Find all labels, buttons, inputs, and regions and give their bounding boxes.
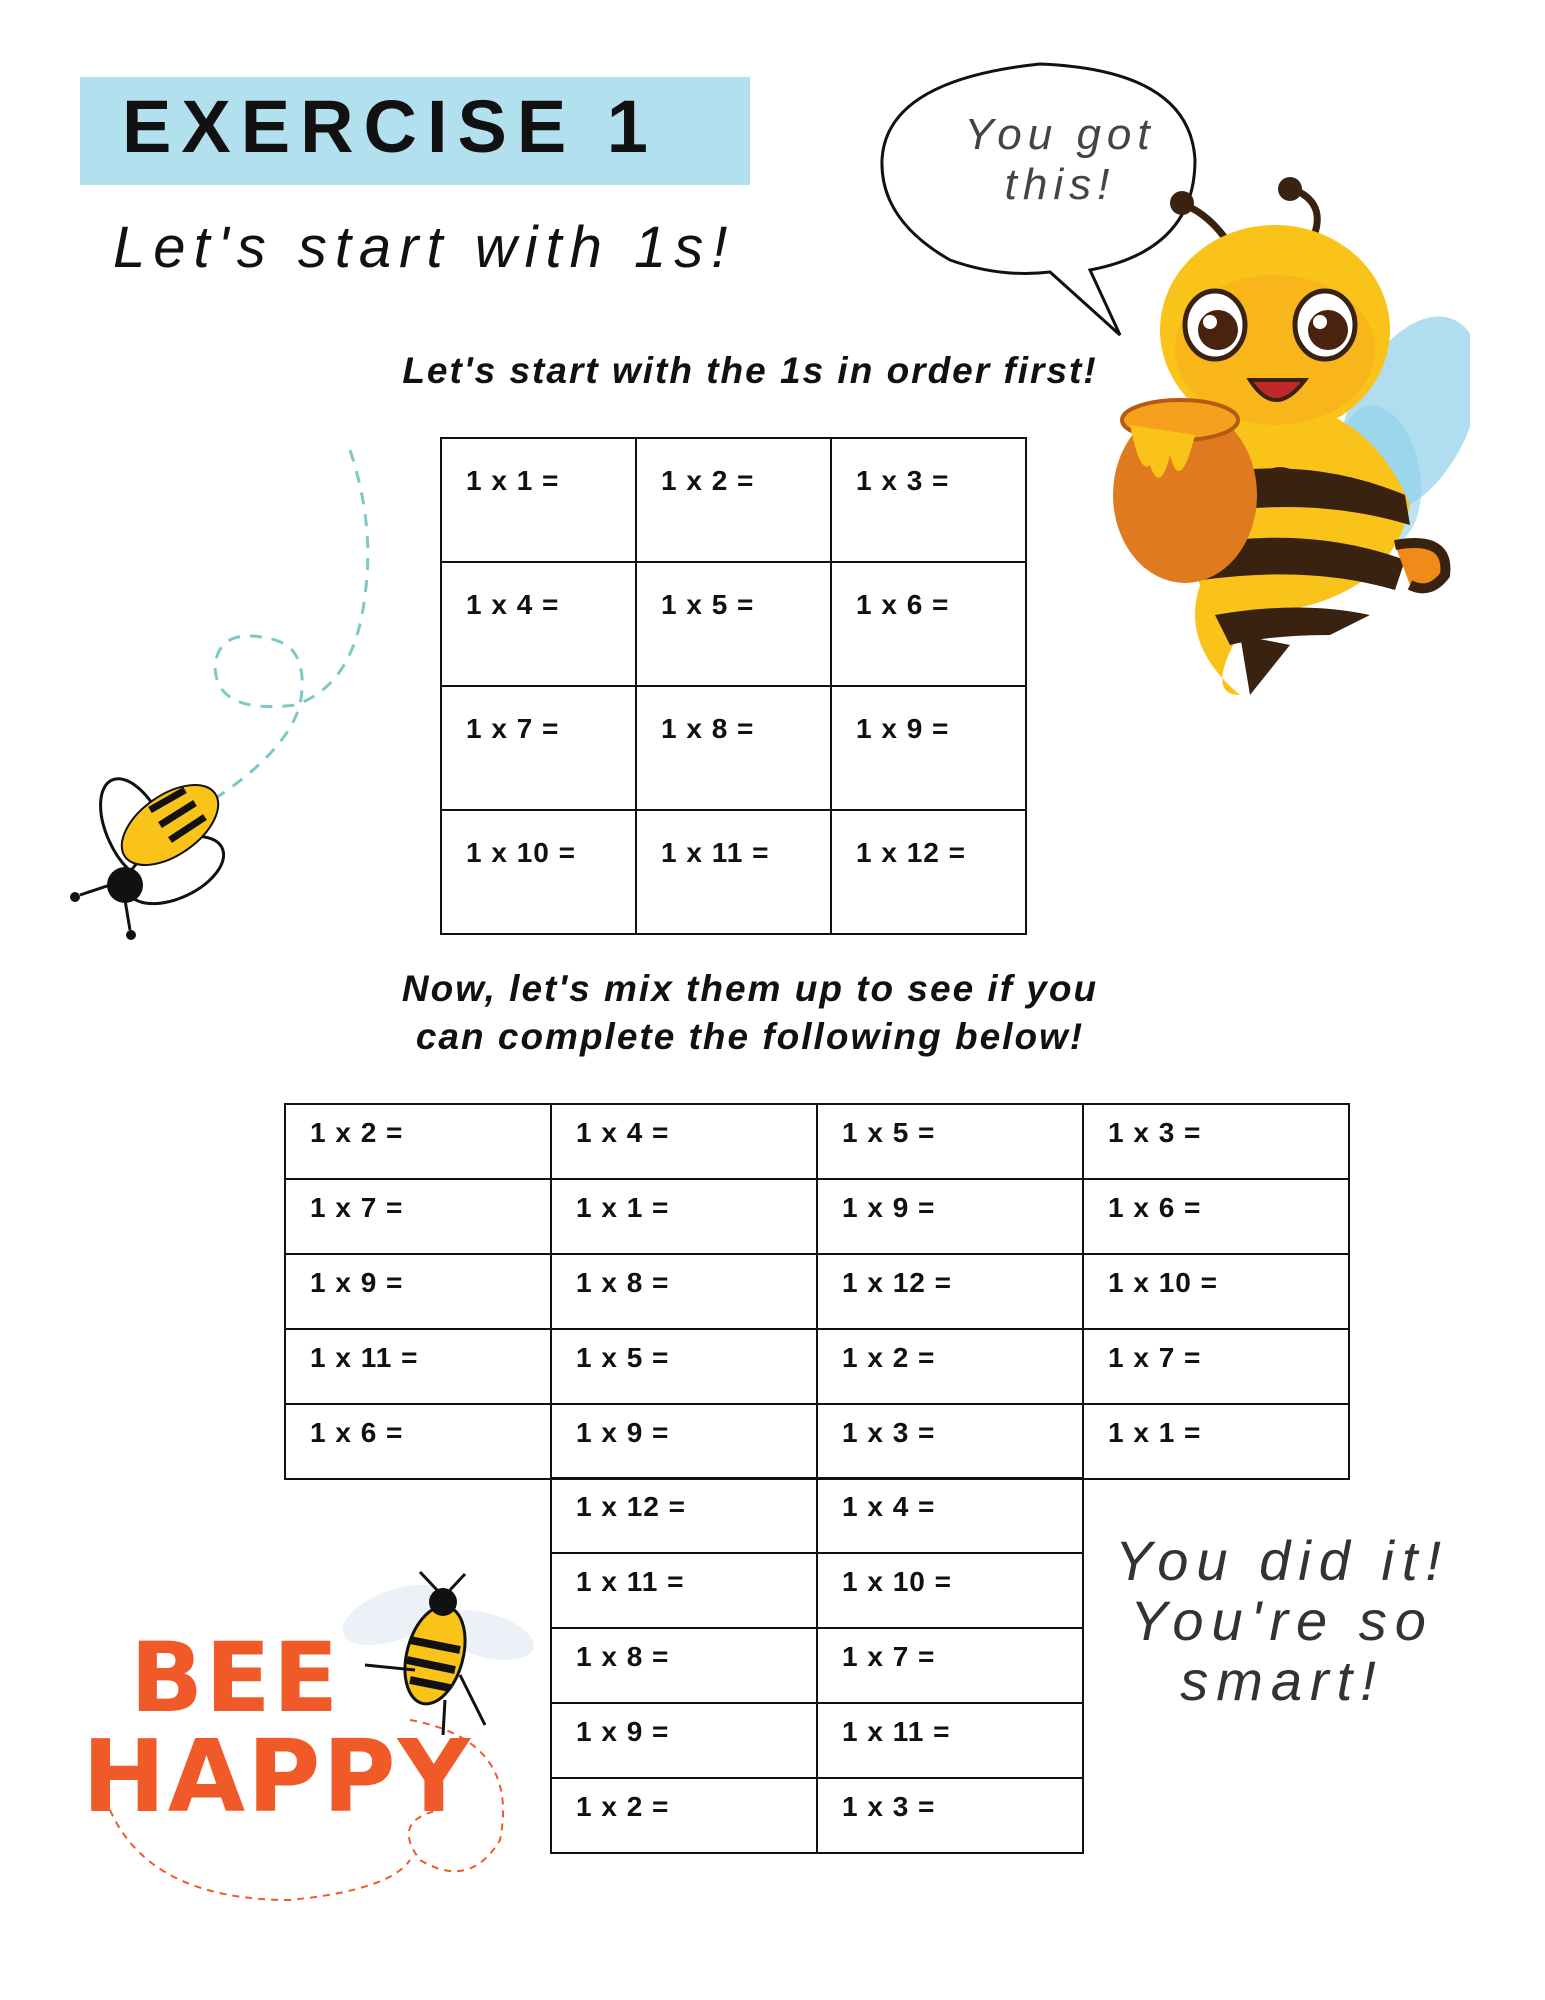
table-cell[interactable]: 1 x 6 = — [285, 1404, 551, 1479]
speech-line-1: You got — [964, 110, 1156, 159]
praise-line-1: You did it! — [1115, 1529, 1449, 1592]
table-cell[interactable]: 1 x 2 = — [551, 1778, 817, 1853]
table-cell[interactable]: 1 x 3 = — [831, 438, 1026, 562]
instruction-2-line-1: Now, let's mix them up to see if you — [401, 968, 1099, 1009]
table-row — [285, 1404, 1349, 1479]
logo-line-2: HAPPY — [82, 1718, 473, 1835]
table-row — [441, 686, 1026, 810]
logo-line-1: BEE — [130, 1622, 341, 1734]
table-cell[interactable]: 1 x 4 = — [551, 1104, 817, 1179]
table-row — [285, 1179, 1349, 1254]
table-cell[interactable]: 1 x 7 = — [817, 1628, 1083, 1703]
table-cell[interactable]: 1 x 4 = — [441, 562, 636, 686]
table-cell[interactable]: 1 x 2 = — [285, 1104, 551, 1179]
table-cell[interactable]: 1 x 7 = — [441, 686, 636, 810]
table-row — [551, 1778, 1083, 1853]
table-row — [551, 1628, 1083, 1703]
table-cell[interactable]: 1 x 1 = — [441, 438, 636, 562]
bee-icon — [325, 1570, 545, 1740]
table-row — [285, 1329, 1349, 1404]
table-cell[interactable]: 1 x 12 = — [817, 1254, 1083, 1329]
table-cell[interactable]: 1 x 6 = — [831, 562, 1026, 686]
table-cell[interactable]: 1 x 3 = — [1083, 1104, 1349, 1179]
instruction-2-line-2: can complete the following below! — [415, 1016, 1085, 1057]
table-cell[interactable]: 1 x 12 = — [551, 1478, 817, 1553]
table-cell[interactable]: 1 x 7 = — [285, 1179, 551, 1254]
table-cell[interactable]: 1 x 2 = — [636, 438, 831, 562]
table-cell[interactable]: 1 x 8 = — [636, 686, 831, 810]
table-cell[interactable]: 1 x 9 = — [285, 1254, 551, 1329]
praise-line-3: smart! — [1180, 1649, 1384, 1712]
table-cell[interactable]: 1 x 11 = — [817, 1703, 1083, 1778]
table-cell[interactable]: 1 x 9 = — [551, 1404, 817, 1479]
table-row — [441, 438, 1026, 562]
table-cell[interactable]: 1 x 10 = — [1083, 1254, 1349, 1329]
bee-mascot-with-honey-pot-icon — [1110, 175, 1470, 695]
table-cell[interactable]: 1 x 2 = — [817, 1329, 1083, 1404]
table-cell[interactable]: 1 x 6 = — [1083, 1179, 1349, 1254]
table-row — [441, 810, 1026, 934]
praise-line-2: You're so — [1130, 1589, 1434, 1652]
table-cell[interactable]: 1 x 10 = — [441, 810, 636, 934]
table-row — [285, 1104, 1349, 1179]
table-cell[interactable]: 1 x 9 = — [551, 1703, 817, 1778]
table-cell[interactable]: 1 x 5 = — [636, 562, 831, 686]
table-cell[interactable]: 1 x 1 = — [1083, 1404, 1349, 1479]
table-cell[interactable]: 1 x 3 = — [817, 1404, 1083, 1479]
table-row — [551, 1553, 1083, 1628]
mixed-table-extra — [550, 1477, 1084, 1854]
ordered-table — [440, 437, 1027, 935]
speech-line-2: this! — [1004, 160, 1116, 209]
table-cell[interactable]: 1 x 3 = — [817, 1778, 1083, 1853]
table-row — [441, 562, 1026, 686]
instruction-1: Let's start with the 1s in order first! — [402, 350, 1098, 391]
table-cell[interactable]: 1 x 7 = — [1083, 1329, 1349, 1404]
table-cell[interactable]: 1 x 11 = — [285, 1329, 551, 1404]
table-cell[interactable]: 1 x 11 = — [551, 1553, 817, 1628]
table-cell[interactable]: 1 x 10 = — [817, 1553, 1083, 1628]
table-cell[interactable]: 1 x 4 = — [817, 1478, 1083, 1553]
page-subtitle: Let's start with 1s! — [113, 215, 736, 280]
table-cell[interactable]: 1 x 9 = — [831, 686, 1026, 810]
small-flying-bee-icon — [65, 445, 395, 945]
table-cell[interactable]: 1 x 8 = — [551, 1254, 817, 1329]
table-cell[interactable]: 1 x 11 = — [636, 810, 831, 934]
table-cell[interactable]: 1 x 5 = — [817, 1104, 1083, 1179]
table-cell[interactable]: 1 x 12 = — [831, 810, 1026, 934]
table-row — [285, 1254, 1349, 1329]
table-row — [551, 1478, 1083, 1553]
page-title: EXERCISE 1 — [122, 85, 658, 168]
table-cell[interactable]: 1 x 9 = — [817, 1179, 1083, 1254]
table-cell[interactable]: 1 x 1 = — [551, 1179, 817, 1254]
table-row — [551, 1703, 1083, 1778]
table-cell[interactable]: 1 x 8 = — [551, 1628, 817, 1703]
mixed-table — [284, 1103, 1350, 1480]
table-cell[interactable]: 1 x 5 = — [551, 1329, 817, 1404]
